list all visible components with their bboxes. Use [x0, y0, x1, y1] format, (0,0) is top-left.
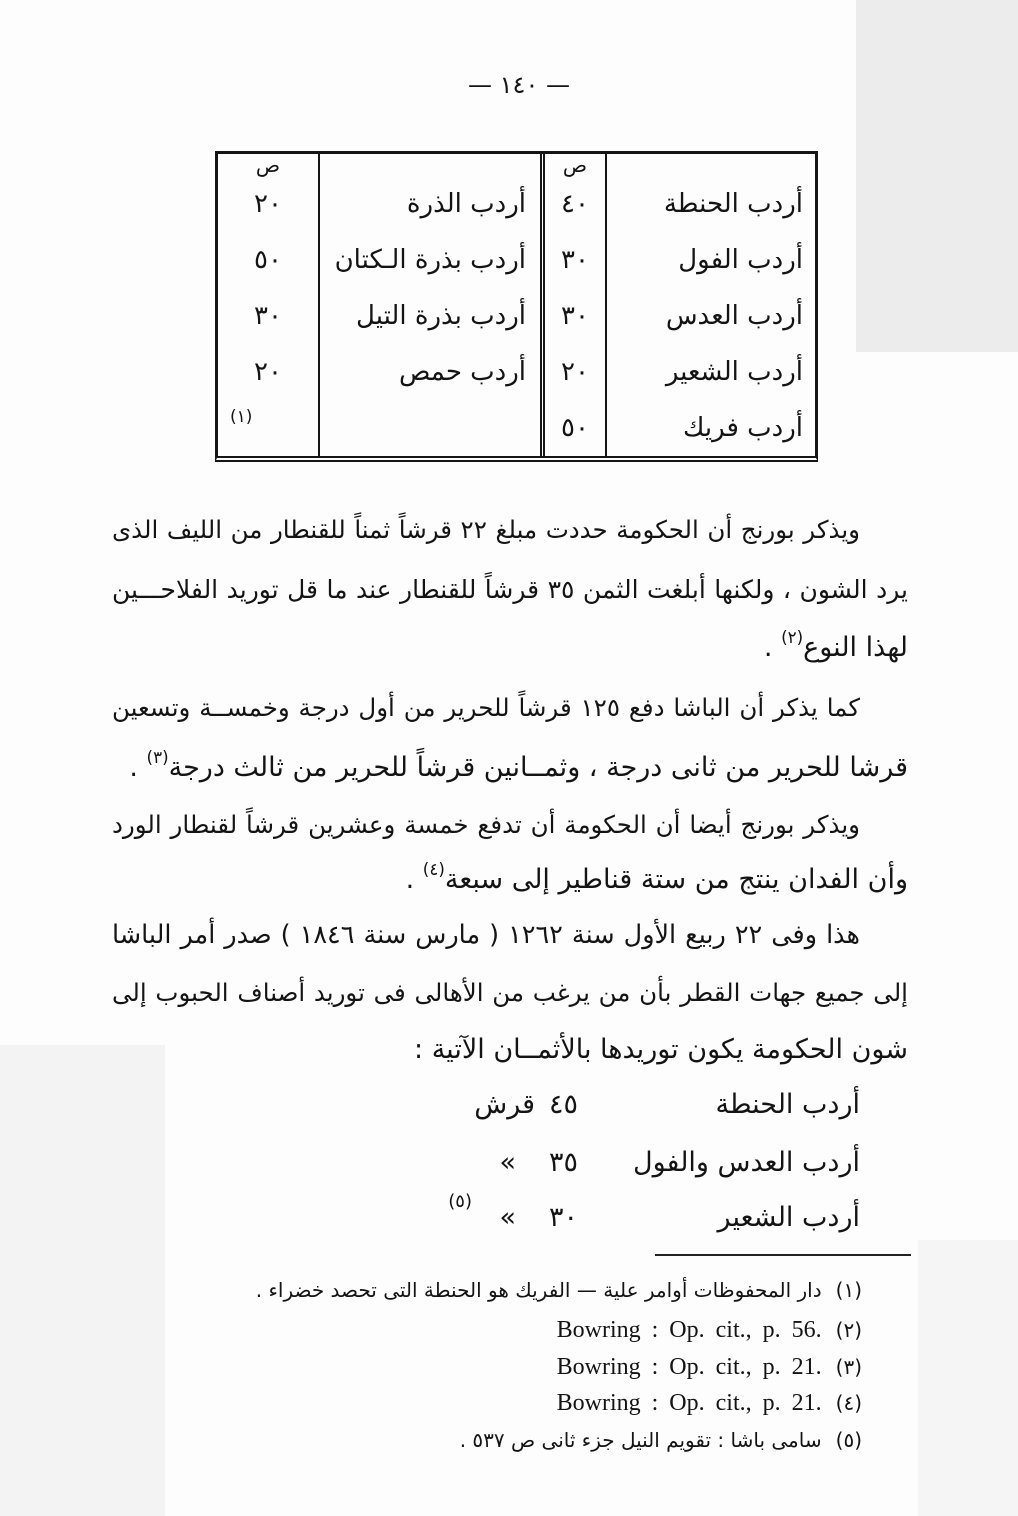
line-text: ويذكر بورنج أيضا أن الحكومة أن تدفع خمسة وعشرين قرشاً لقنطار الورد [112, 810, 860, 839]
footnote-number: (١) [835, 1278, 862, 1302]
footnote-number: (٢) [835, 1318, 862, 1342]
table-unit-symbol: ص [255, 153, 281, 177]
footnote-separator [655, 1254, 911, 1256]
price-list-value: ٣٥ [548, 1147, 578, 1178]
scan-shading [0, 1045, 165, 1516]
scan-shading [856, 0, 1018, 352]
footnote-ref: (١) [230, 407, 253, 427]
table-price-cell: ٣٠ [540, 232, 605, 288]
body-line [112, 740, 908, 796]
body-line [112, 502, 908, 558]
table-item-cell: أردب الشعير [605, 344, 815, 400]
ditto-mark: « [499, 1202, 516, 1233]
body-line [112, 1022, 908, 1078]
footnote-ref: (٤) [422, 859, 445, 880]
table-item-cell: أردب الفول [605, 232, 815, 288]
body-line [112, 852, 908, 908]
scan-shading [918, 1240, 1018, 1516]
body-line [112, 680, 908, 736]
footnote-text: دار المحفوظات أوامر علية — الفريك هو الحنطة التى تحصد خضراء . [255, 1278, 822, 1302]
line-text: شون الحكومة يكون توريدها بالأثمــان الآتية : [414, 1034, 908, 1065]
price-table [215, 151, 818, 462]
table-item-cell: أردب حمص [318, 344, 540, 400]
table-price-cell: ٥٠ [254, 245, 282, 275]
footnote-text: Bowring : Op. cit., p. 21. [556, 1354, 822, 1380]
footnote-ref: (٥) [448, 1191, 472, 1212]
table-item-cell: أردب بذرة التيل [318, 288, 540, 344]
line-text: وأن الفدان ينتج من ستة قناطير إلى سبعة [444, 864, 908, 895]
price-list-item: أردب الشعير [717, 1202, 860, 1233]
body-line [112, 562, 908, 618]
line-text: ويذكر بورنج أن الحكومة حددت مبلغ ٢٢ قرشاً ثمناً للقنطار من الليف الذى [112, 515, 860, 544]
line-end: . [129, 752, 147, 783]
table-header-cell [605, 154, 815, 176]
footnote [202, 1422, 862, 1458]
body-line [112, 907, 908, 963]
table-price-cell: ٣٠ [254, 301, 282, 331]
footnote-text: Bowring : Op. cit., p. 56. [556, 1317, 822, 1343]
line-end: . [405, 864, 423, 895]
table-unit-symbol: ص [540, 154, 605, 176]
footnote [202, 1349, 862, 1385]
footnote [202, 1312, 862, 1348]
table-price-cell: ٢٠ [254, 189, 282, 219]
footnote-number: (٤) [835, 1391, 862, 1415]
table-item-cell: أردب الذرة [318, 176, 540, 232]
price-list-item: أردب الحنطة [715, 1089, 860, 1120]
table-item-cell: أردب العدس [605, 288, 815, 344]
footnote-text: Bowring : Op. cit., p. 21. [556, 1390, 822, 1416]
footnote-ref: (٢) [781, 627, 804, 648]
footnote-number: (٥) [835, 1428, 862, 1452]
table-item-cell: أردب فريك [605, 400, 815, 456]
line-text: لهذا النوع [803, 632, 908, 663]
table-item-cell: أردب الحنطة [605, 176, 815, 232]
footnote [202, 1385, 862, 1421]
footnote [202, 1272, 862, 1308]
line-text: إلى جميع جهات القطر بأن من يرغب من الأهالى فى توريد أصناف الحبوب إلى [112, 978, 908, 1007]
table-price-cell: ٥٠ [540, 400, 605, 456]
table-price-cell: ٤٠ [540, 176, 605, 232]
line-text: يرد الشون ، ولكنها أبلغت الثمن ٣٥ قرشاً للقنطار عند ما قل توريد الفلاحـــين [112, 575, 908, 604]
line-text: هذا وفى ٢٢ ربيع الأول سنة ١٢٦٢ ( مارس سنة ١٨٤٦ ) صدر أمر الباشا [112, 920, 860, 950]
table-price-cell: ٢٠ [254, 357, 282, 387]
table-header-cell [318, 154, 540, 176]
footnote-ref: (٣) [146, 747, 169, 768]
table-price-cell: ٣٠ [540, 288, 605, 344]
price-list-value: ٤٥ [548, 1089, 578, 1120]
price-list-value: ٣٠ [548, 1202, 578, 1233]
body-line [112, 797, 908, 853]
line-text: قرشا للحرير من ثانى درجة ، وثمــانين قرشاً للحرير من ثالث درجة [168, 752, 908, 783]
table-price-cell: ٢٠ [540, 344, 605, 400]
table-item-cell: أردب بذرة الـكتان [318, 232, 540, 288]
page-number: — ١٤٠ — [468, 71, 570, 99]
line-end: . [763, 632, 782, 663]
table-empty-cell [318, 400, 540, 456]
body-line [112, 965, 908, 1021]
footnote-number: (٣) [835, 1355, 862, 1379]
price-list-unit: قرش [474, 1089, 535, 1120]
line-text: كما يذكر أن الباشا دفع ١٢٥ قرشاً للحرير من أول درجة وخمســة وتسعين [112, 693, 860, 722]
ditto-mark: « [499, 1147, 516, 1178]
footnote-text: سامى باشا : تقويم النيل جزء ثانى ص ٥٣٧ . [459, 1428, 822, 1452]
body-line [112, 620, 908, 676]
price-list-item: أردب العدس والفول [632, 1147, 860, 1178]
